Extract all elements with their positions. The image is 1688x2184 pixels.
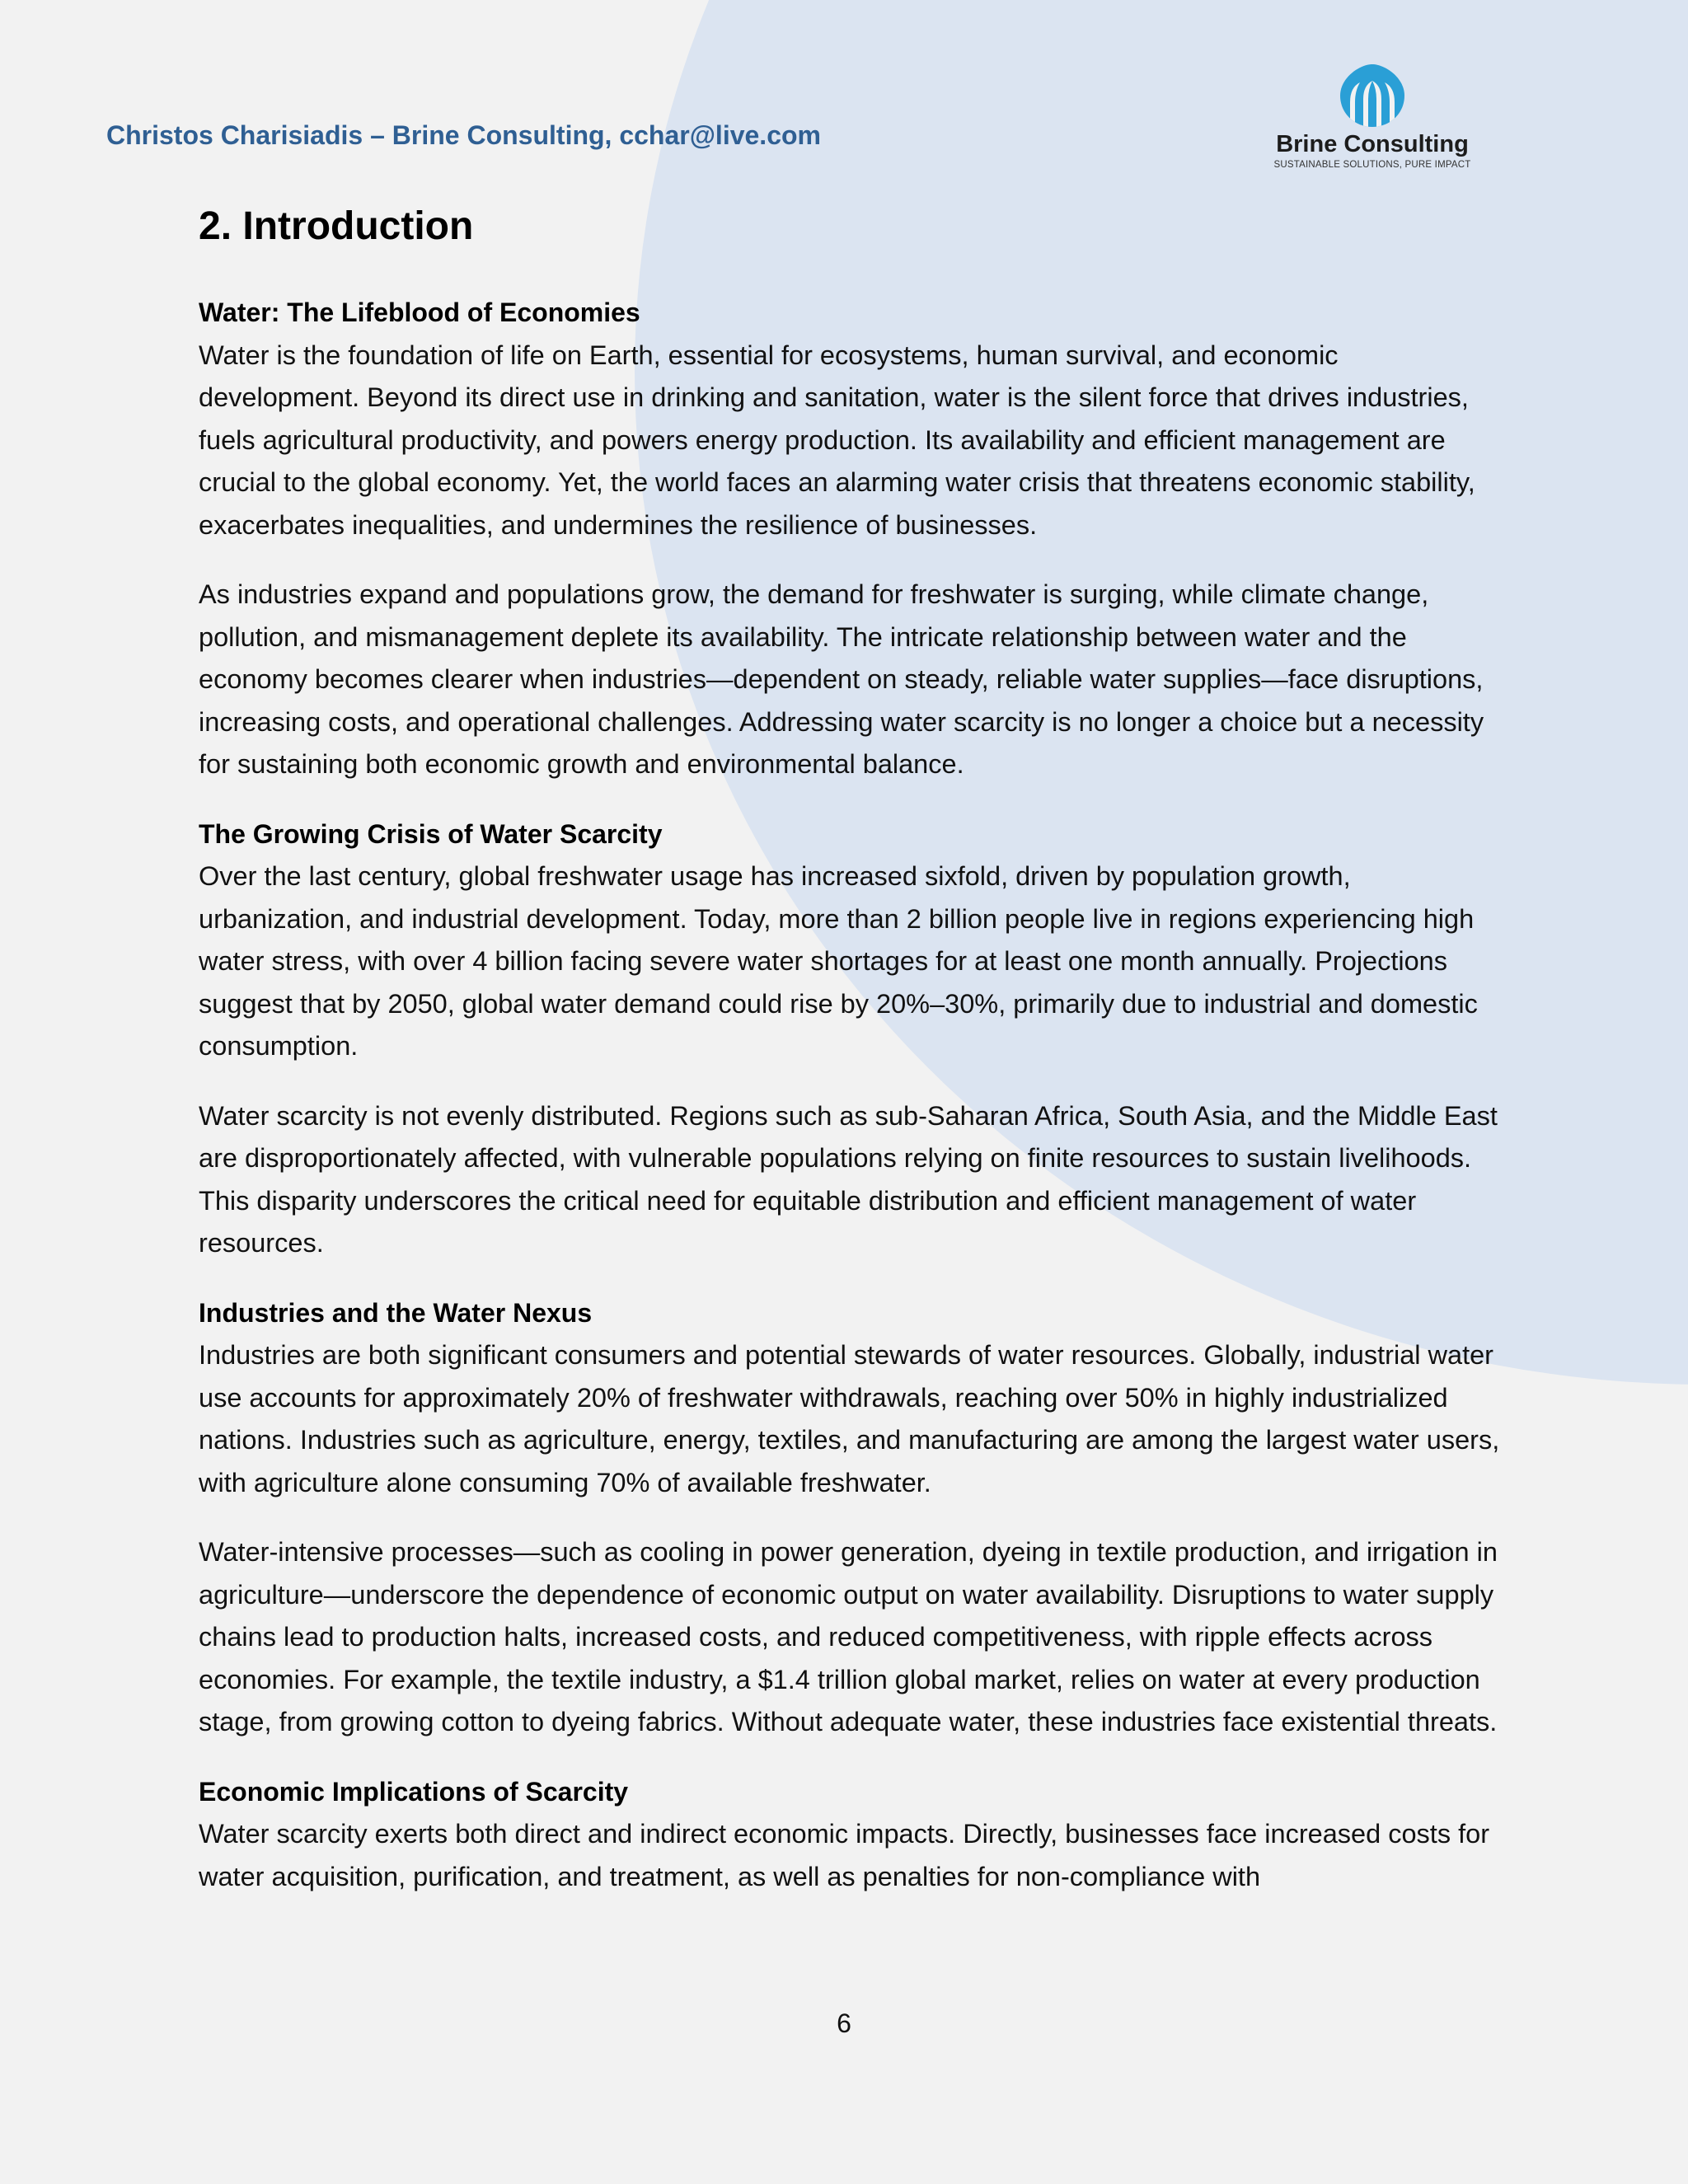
paragraph: Water scarcity exerts both direct and indirect economic impacts. Directly, businesses face increased costs for water acquisition, purification, and treatment, as well as penalties for non-compliance with	[199, 1819, 1490, 1891]
block-economic-implications	[199, 1771, 1501, 1899]
paragraph: Industries are both significant consumers and potential stewards of water resources. Globally, industrial water use accounts for approximately 20% of freshwater withdrawals, reaching over 50% in highly industrialized nations. Industries such as agriculture, energy, textiles, and manufacturing are among the largest water users, with agriculture alone consuming 70% of available freshwater.	[199, 1340, 1500, 1497]
paragraph: Water-intensive processes—such as cooling in power generation, dyeing in textile production, and irrigation in agriculture—underscore the dependence of economic output on water availability. Disruptions to water supply chains lead to production halts, increased costs, and reduced competitiveness, with ripple effects across economies. For example, the textile industry, a $1.4 trillion global market, relies on water at every production stage, from growing cotton to dyeing fabrics. Without adequate water, these industries face existential threats.	[199, 1537, 1498, 1736]
block-water-lifeblood	[199, 292, 1501, 786]
paragraph: Water scarcity is not evenly distributed. Regions such as sub-Saharan Africa, South Asia, and the Middle East are disproportionately affected, with vulnerable populations relying on finite resources to sustain livelihoods. This disparity underscores the critical need for equitable distribution and efficient management of water resources.	[199, 1100, 1498, 1258]
brand-logo	[1261, 63, 1484, 186]
block-water-scarcity	[199, 813, 1501, 1265]
page-number: 6	[837, 2008, 851, 2038]
document-body	[199, 198, 1501, 1925]
paragraph: Over the last century, global freshwater usage has increased sixfold, driven by population growth, urbanization, and industrial development. Today, more than 2 billion people live in regions experiencing high water stress, with over 4 billion facing severe water shortages for at least one month annually. Projections suggest that by 2050, global water demand could rise by 20%–30%, primarily due to industrial and domestic consumption.	[199, 861, 1478, 1061]
logo-name: Brine Consulting	[1276, 131, 1469, 157]
block-industries-nexus	[199, 1292, 1501, 1744]
subheading: Water: The Lifeblood of Economies	[199, 298, 640, 327]
paragraph: Water is the foundation of life on Earth, essential for ecosystems, human survival, and economic development. Beyond its direct use in drinking and sanitation, water is the silent force that drives industries, fuels agricultural productivity, and powers energy production. Its availability and efficient management are crucial to the global economy. Yet, the world faces an alarming water crisis that threatens economic stability, exacerbates inequalities, and undermines the resilience of businesses.	[199, 340, 1475, 540]
paragraph: As industries expand and populations grow, the demand for freshwater is surging, while climate change, pollution, and mismanagement deplete its availability. The intricate relationship between water and the economy becomes clearer when industries—dependent on steady, reliable water supplies—face disruptions, increasing costs, and operational challenges. Addressing water scarcity is no longer a choice but a necessity for sustaining both economic growth and environmental balance.	[199, 579, 1484, 779]
subheading: Industries and the Water Nexus	[199, 1297, 593, 1328]
water-drop-arches-icon	[1337, 63, 1408, 129]
section-title: 2. Introduction	[199, 204, 474, 248]
logo-tagline: SUSTAINABLE SOLUTIONS, PURE IMPACT	[1273, 160, 1471, 170]
subheading: The Growing Crisis of Water Scarcity	[199, 818, 663, 849]
subheading: Economic Implications of Scarcity	[199, 1776, 629, 1807]
author-header: Christos Charisiadis – Brine Consulting, cchar@live.com	[106, 120, 821, 150]
